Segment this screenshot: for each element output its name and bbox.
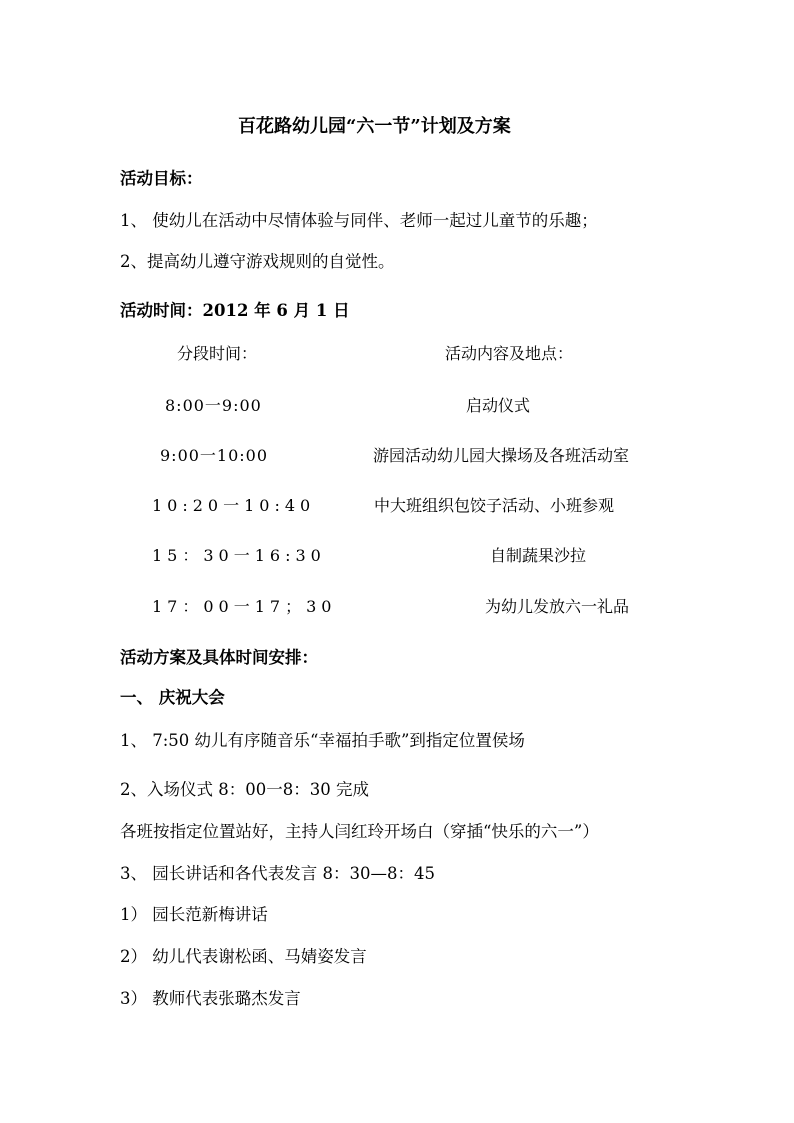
schedule-row-2-content: 游园活动幼儿园大操场及各班活动室: [373, 446, 630, 465]
schedule-row-2-time: 9:00一10:00: [160, 446, 269, 465]
plan-subitem-1: 1） 园长范新梅讲话: [120, 905, 268, 924]
plan-item-1: 1、 7:50 幼儿有序随音乐“幸福拍手歌”到指定位置侯场: [120, 731, 525, 750]
schedule-row-4-time: 15：30一16:30: [152, 546, 326, 565]
plan-subitem-3: 3） 教师代表张璐杰发言: [120, 989, 301, 1008]
schedule-row-5-content: 为幼儿发放六一礼品: [485, 597, 630, 616]
schedule-row-1-time: 8:00一9:00: [165, 396, 262, 415]
plan-item-2: 2、入场仪式 8：00一8：30 完成: [120, 780, 369, 799]
activity-time-line: 活动时间：2012 年 6 月 1 日: [120, 301, 350, 320]
section-1-heading: 一、 庆祝大会: [120, 688, 225, 707]
goal-item-1: 1、 使幼儿在活动中尽情体验与同伴、老师一起过儿童节的乐趣；: [120, 211, 598, 230]
schedule-row-1-content: 启动仪式: [466, 396, 531, 415]
goal-item-2: 2、提高幼儿遵守游戏规则的自觉性。: [120, 252, 395, 271]
schedule-row-3-time: 10:20一10:40: [152, 496, 316, 515]
schedule-row-4-content: 自制蔬果沙拉: [490, 546, 587, 565]
goals-heading: 活动目标：: [120, 169, 203, 188]
page-title: 百花路幼儿园“六一节”计划及方案: [238, 116, 511, 137]
schedule-row-5-time: 17：00一17；30: [152, 597, 337, 616]
plan-heading: 活动方案及具体时间安排：: [120, 648, 318, 667]
schedule-row-3-content: 中大班组织包饺子活动、小班参观: [374, 496, 615, 515]
plan-subitem-2: 2） 幼儿代表谢松函、马婧姿发言: [120, 947, 367, 966]
schedule-header-content: 活动内容及地点：: [445, 344, 574, 363]
plan-item-2-detail: 各班按指定位置站好，主持人闫红玲开场白（穿插“快乐的六一”）: [120, 822, 599, 841]
plan-item-3: 3、 园长讲话和各代表发言 8：30—8：45: [120, 864, 435, 883]
schedule-header-time: 分段时间：: [177, 344, 258, 363]
